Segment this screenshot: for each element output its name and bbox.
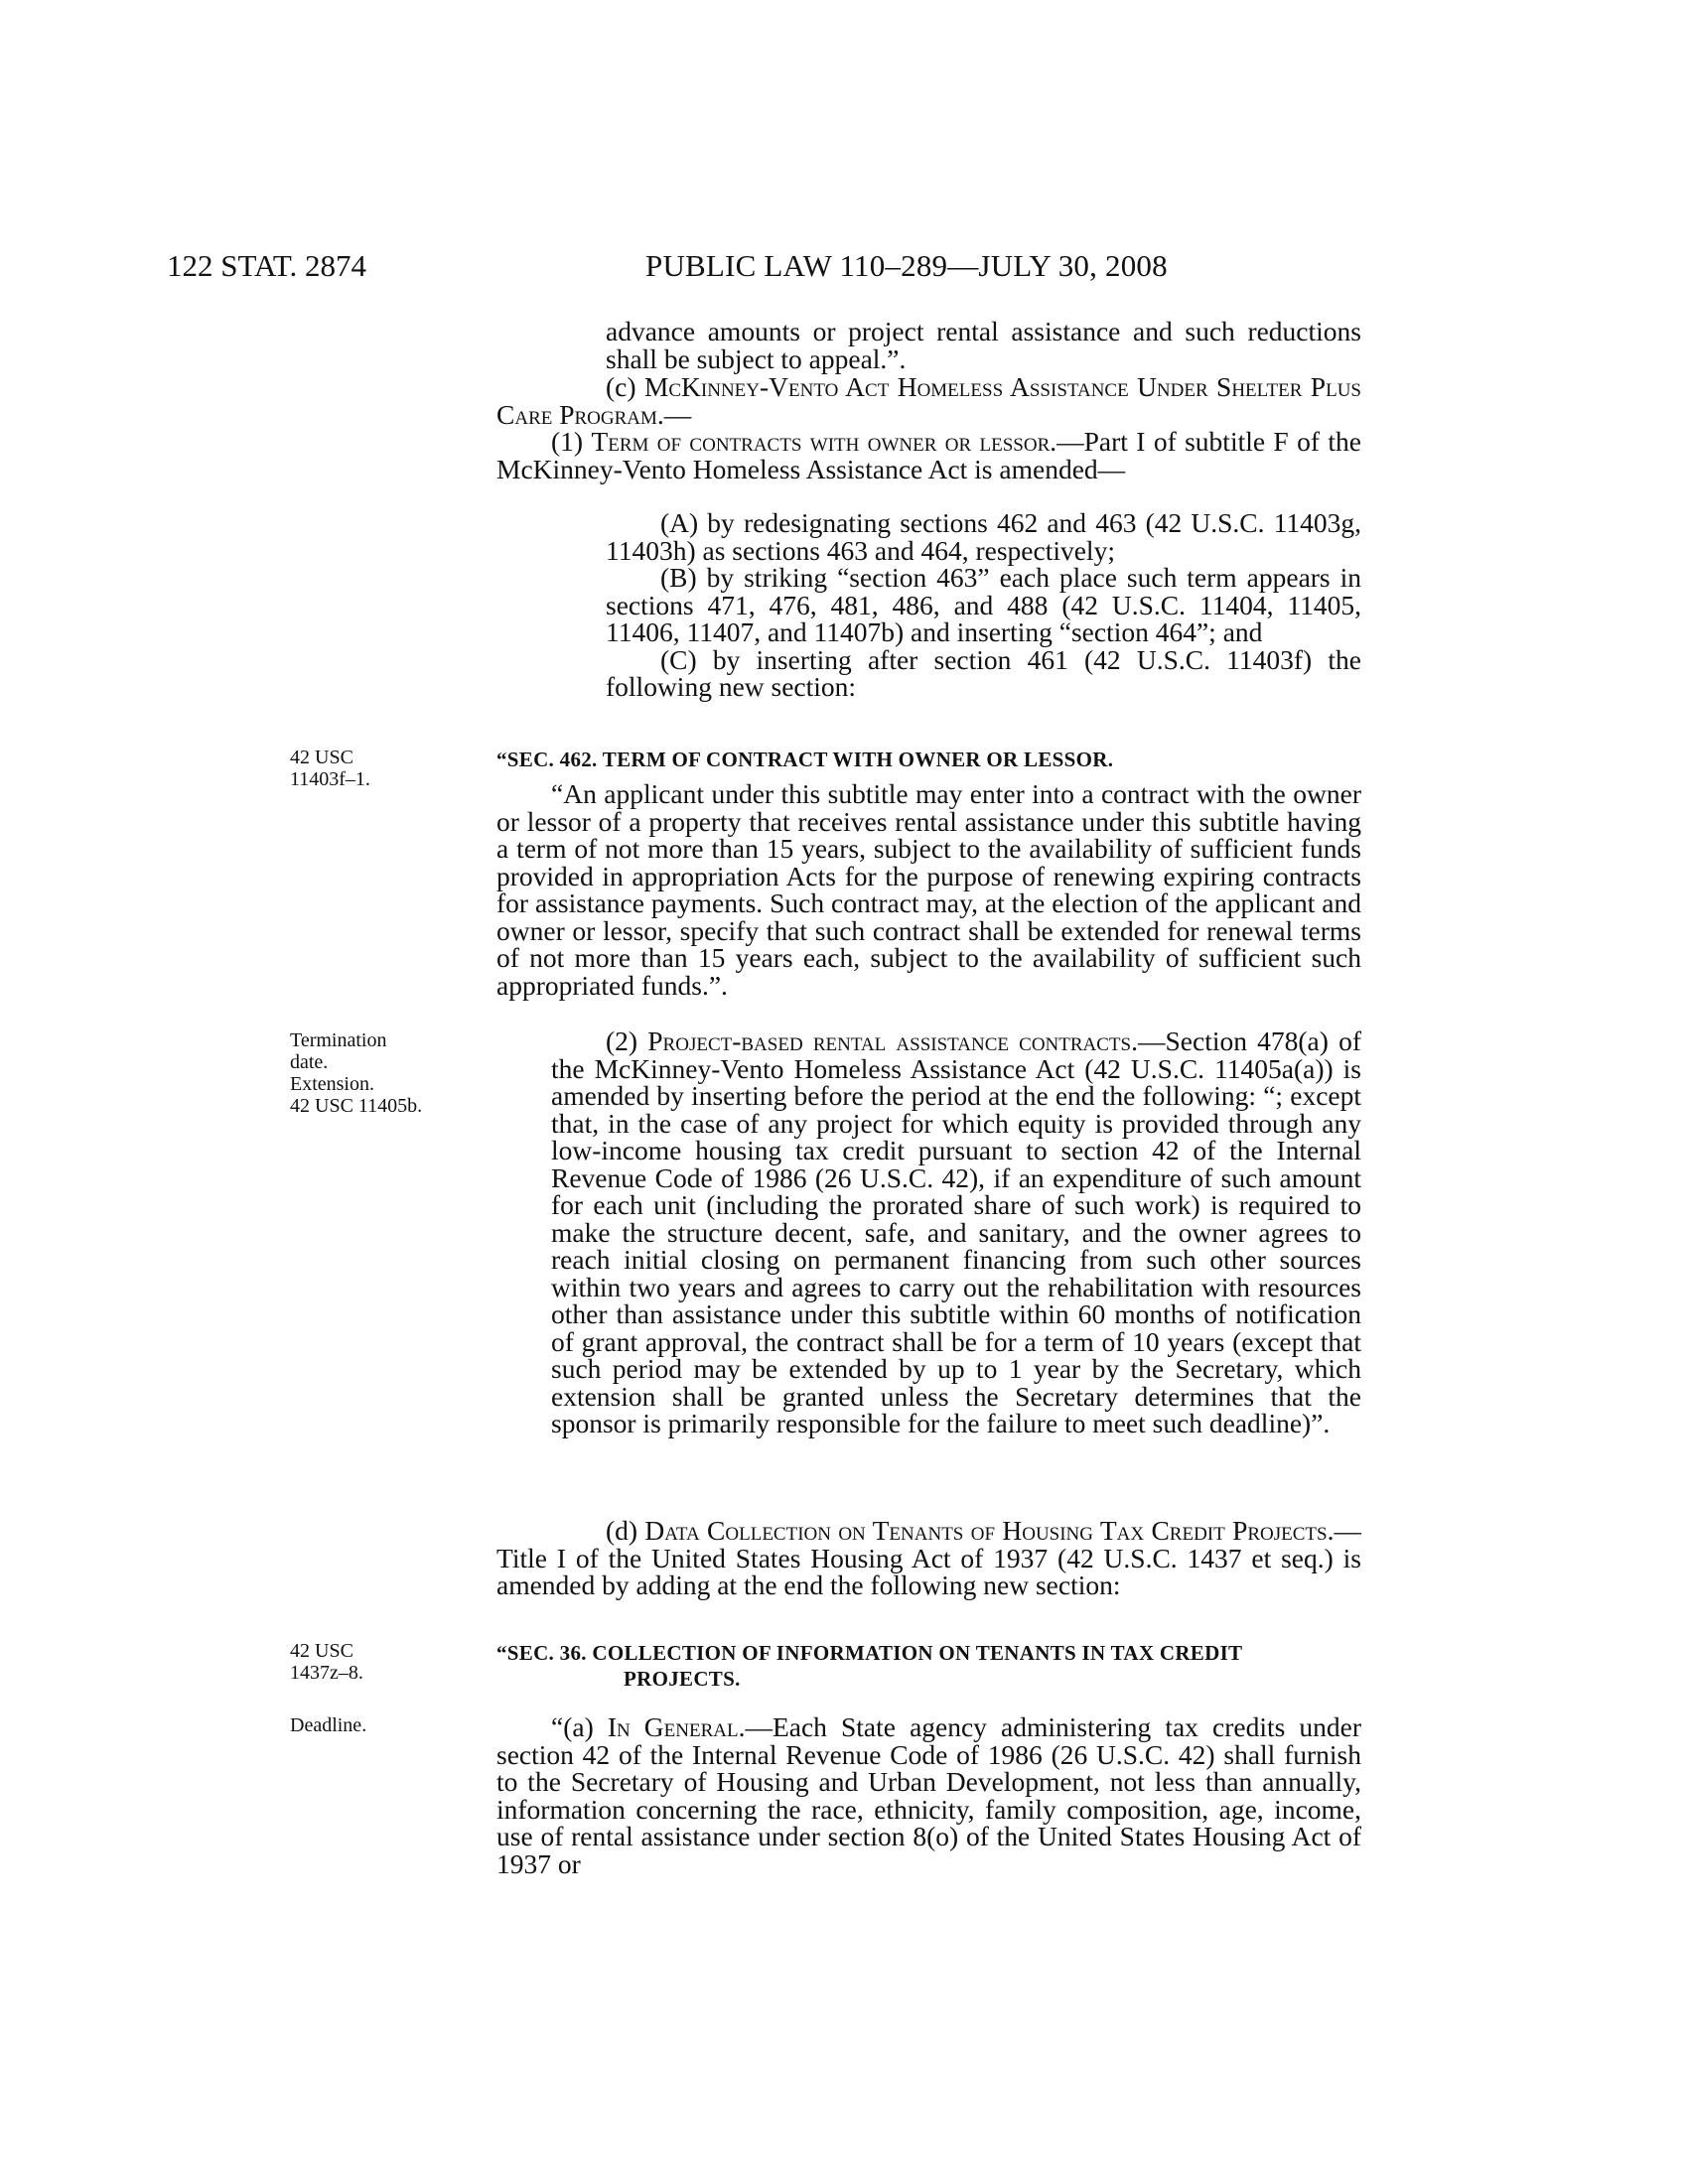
subsection-title: In General. bbox=[607, 1711, 746, 1742]
clause-a: (A) by redesignating sections 462 and 463 (42 U.S.C. 11403g, 11403h) as sections 463 and 464, respectively; bbox=[606, 507, 1361, 566]
clause-list bbox=[606, 509, 1361, 701]
margin-note-line: Extension. bbox=[290, 1073, 374, 1095]
section-462-heading bbox=[496, 747, 1361, 772]
paragraph-title: Project-based rental assistance contracts. bbox=[647, 1025, 1138, 1056]
subsection-d-text bbox=[496, 1517, 1361, 1599]
subsection-c-text bbox=[496, 373, 1361, 428]
margin-note-usc-11403f-1 bbox=[290, 747, 459, 790]
subsection-body: —Title I of the United States Housing Act of 1937 (42 U.S.C. 1437 et seq.) is amended by adding at the end the following new section: bbox=[496, 1515, 1361, 1600]
subsection-body: —Each State agency administering tax credits under section 42 of the Internal Revenue Code of 1986 (26 U.S.C. 42) shall furnish to the Secretary of Housing and Urban Development, not less than annually, information concerning the race, ethnicity, family composition, age, income, use of rental assistance under section 8(o) of the United States Housing Act of 1937 or bbox=[496, 1711, 1361, 1879]
section-36-heading bbox=[496, 1640, 1361, 1692]
section-heading-line1: “SEC. 36. COLLECTION OF INFORMATION ON TENANTS IN TAX CREDIT bbox=[496, 1641, 1243, 1665]
margin-note-line: date. bbox=[290, 1051, 329, 1073]
subsection-label: “(a) bbox=[551, 1711, 608, 1742]
margin-note-line: Deadline. bbox=[290, 1714, 367, 1736]
section-462-text: “An applicant under this subtitle may enter into a contract with the owner or lessor of a property that receives rental assistance under this subtitle having a term of not more than 15 years, subject to the availability of sufficient funds provided in appropriation Acts for the purpose of renewing expiring contracts for assistance payments. Such contract may, at the election of the applicant and owner or lessor, specify that such contract shall be extended for renewal terms of not more than 15 years each, subject to the availability of sufficient such appropriated funds.”. bbox=[496, 778, 1361, 1001]
clause-b: (B) by striking “section 463” each place such term appears in sections 471, 476, 481, 486, and 488 (42 U.S.C. 11404, 11405, 11406, 11407, and 11407b) and inserting “section 464”; and bbox=[606, 562, 1361, 647]
subsection-d bbox=[496, 1517, 1361, 1599]
section-36-subsection-a bbox=[496, 1713, 1361, 1877]
subsection-a-text bbox=[496, 1713, 1361, 1877]
paragraph-continuation bbox=[606, 318, 1361, 372]
margin-note-line: Termination bbox=[290, 1029, 387, 1051]
paragraph-text: advance amounts or project rental assistance and such reductions shall be subject to appeal.”. bbox=[606, 316, 1361, 374]
margin-note-line: 11403f–1. bbox=[290, 768, 370, 790]
subsection-label: (d) bbox=[606, 1515, 645, 1546]
subsection-c bbox=[496, 373, 1361, 428]
statute-page-reference: 122 STAT. 2874 bbox=[167, 248, 367, 283]
section-462-body bbox=[496, 780, 1361, 999]
section-heading-line2: PROJECTS. bbox=[624, 1667, 741, 1691]
subsection-label: (c) bbox=[606, 371, 644, 402]
paragraph-title: Term of contracts with owner or lessor. bbox=[591, 426, 1057, 457]
paragraph-label: (1) bbox=[551, 426, 592, 457]
paragraph-1-text bbox=[496, 428, 1361, 482]
paragraph-2 bbox=[551, 1027, 1361, 1437]
paragraph-2-text bbox=[551, 1027, 1361, 1437]
subsection-dash: — bbox=[663, 398, 692, 430]
paragraph-1 bbox=[496, 426, 1361, 484]
margin-note-line: 42 USC bbox=[290, 747, 353, 768]
subsection-title: McKinney-Vento Act Homeless Assistance Under Shelter Plus Care Program. bbox=[496, 371, 1361, 430]
paragraph-label: (2) bbox=[606, 1025, 648, 1056]
public-law-title: PUBLIC LAW 110–289—JULY 30, 2008 bbox=[645, 248, 1168, 283]
margin-note-line: 42 USC bbox=[290, 1640, 353, 1662]
paragraph-body: —Section 478(a) of the McKinney-Vento Homeless Assistance Act (42 U.S.C. 11405a(a)) is amended by inserting before the period at the end the following: “; except that, in the case of any project for which equity is provided through any low-income housing tax credit pursuant to section 42 of the Internal Revenue Code of 1986 (26 U.S.C. 42), if an expenditure of such amount for each unit (including the prorated share of such work) is required to make the structure decent, safe, and sanitary, and the owner agrees to reach initial closing on permanent financing from such other sources within two years and agrees to carry out the rehabilitation with resources other than assistance under this subtitle within 60 months of notification of grant approval, the contract shall be for a term of 10 years (except that such period may be extended by up to 1 year by the Secretary, which extension shall be granted unless the Secretary determines that the sponsor is primarily responsible for the failure to meet such deadline)”. bbox=[551, 1025, 1361, 1438]
margin-note-line: 42 USC 11405b. bbox=[290, 1095, 423, 1117]
margin-note-line: 1437z–8. bbox=[290, 1662, 363, 1684]
paragraph-body: —Part I of subtitle F of the McKinney-Vento Homeless Assistance Act is amended— bbox=[496, 426, 1361, 484]
margin-note-termination bbox=[290, 1029, 459, 1117]
margin-note-usc-1437z-8 bbox=[290, 1640, 459, 1684]
section-heading-text: “SEC. 462. TERM OF CONTRACT WITH OWNER OR LESSOR. bbox=[496, 748, 1114, 771]
clause-c: (C) by inserting after section 461 (42 U.S.C. 11403f) the following new section: bbox=[606, 643, 1361, 702]
subsection-title: Data Collection on Tenants of Housing Tax Credit Projects. bbox=[644, 1515, 1335, 1546]
margin-note-deadline bbox=[290, 1714, 459, 1736]
